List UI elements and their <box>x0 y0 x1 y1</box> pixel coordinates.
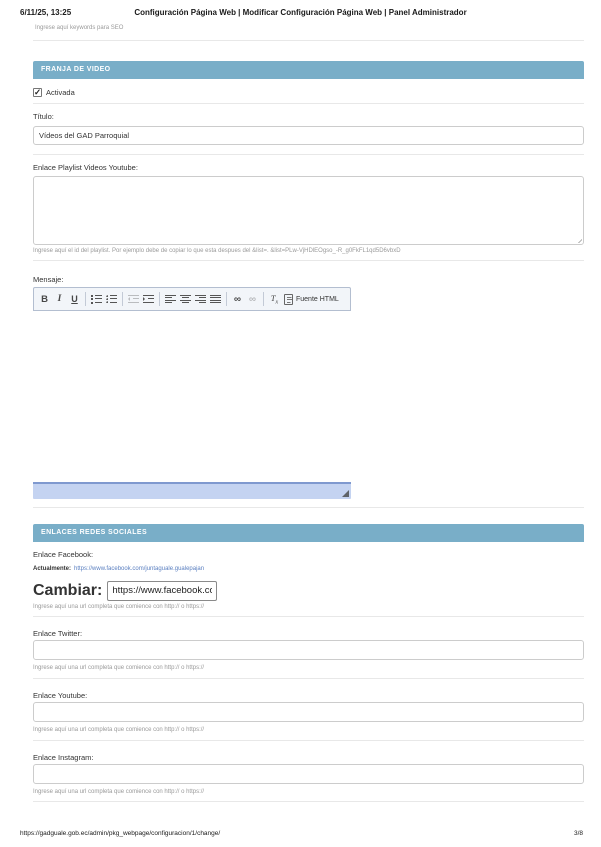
toolbar-separator <box>159 292 160 306</box>
remove-format-icon: $T_x$ <box>270 292 279 306</box>
print-page-number: 3/8 <box>573 830 583 837</box>
print-datetime: 6/11/25, 13:25 <box>20 8 72 17</box>
seo-help-text: Ingrese aquí keywords para SEO <box>35 25 124 31</box>
align-center-icon <box>180 295 191 304</box>
bold-icon: B <box>41 293 48 305</box>
divider <box>33 678 584 679</box>
italic-icon: I <box>57 294 62 304</box>
divider <box>33 154 584 155</box>
playlist-label: Enlace Playlist Videos Youtube: <box>33 163 138 172</box>
print-header <box>0 8 601 19</box>
playlist-help-text: Ingrese aquí el id del playlist. Por ejemplo debe de copiar lo que esta despues del &list=. &list=PLw-VjHDlEOgso_-R_g0FkFL1qd5D6vbxD <box>33 248 401 254</box>
actualmente-label: Actualmente: <box>33 566 72 572</box>
source-icon <box>284 294 293 305</box>
justify-icon <box>210 295 221 304</box>
divider <box>33 616 584 617</box>
instagram-label: Enlace Instagram: <box>33 753 94 762</box>
divider <box>33 103 584 104</box>
titulo-label: Título: <box>33 112 54 121</box>
remove-format-button[interactable] <box>267 290 282 308</box>
link-button[interactable] <box>230 290 245 308</box>
activada-field <box>33 87 584 97</box>
instagram-input[interactable] <box>33 764 584 784</box>
outdent-icon <box>128 295 139 304</box>
mensaje-label: Mensaje: <box>33 275 64 284</box>
align-left-button[interactable] <box>163 290 178 308</box>
source-button[interactable] <box>282 290 341 308</box>
youtube-input[interactable] <box>33 702 584 722</box>
editor-bottom-bar <box>33 482 351 499</box>
underline-icon: U <box>71 294 78 304</box>
facebook-label: Enlace Facebook: <box>33 550 94 559</box>
italic-button[interactable] <box>52 290 67 308</box>
print-footer-url: https://gadguale.gob.ec/admin/pkg_webpage/configuracion/1/change/ <box>20 830 221 837</box>
playlist-textarea[interactable] <box>33 176 584 245</box>
bullet-list-button[interactable] <box>104 290 119 308</box>
twitter-input[interactable] <box>33 640 584 660</box>
source-button-label: Fuente HTML <box>296 295 339 303</box>
align-center-button[interactable] <box>178 290 193 308</box>
link-icon: ∞ <box>233 293 242 305</box>
twitter-help-text: Ingrese aquí una url completa que comience con http:// o https:// <box>33 665 205 671</box>
bold-button[interactable] <box>37 290 52 308</box>
facebook-help-text: Ingrese aquí una url completa que comience con http:// o https:// <box>33 604 205 610</box>
toolbar-separator <box>85 292 86 306</box>
richtext-editor <box>33 287 351 499</box>
section-header-franja-de-video: FRANJA DE VIDEO <box>33 61 584 79</box>
toolbar-separator <box>263 292 264 306</box>
activada-label: Activada <box>46 87 75 97</box>
unlink-icon: ∞ <box>248 293 257 305</box>
bullet-list-icon <box>106 295 117 304</box>
toolbar-separator <box>122 292 123 306</box>
divider <box>33 740 584 741</box>
activada-checkbox[interactable] <box>33 88 42 97</box>
align-right-button[interactable] <box>193 290 208 308</box>
indent-icon <box>143 295 154 304</box>
indent-button[interactable] <box>141 290 156 308</box>
youtube-label: Enlace Youtube: <box>33 691 88 700</box>
ordered-list-icon <box>91 295 102 304</box>
instagram-help-text: Ingrese aquí una url completa que comience con http:// o https:// <box>33 789 205 795</box>
justify-button[interactable] <box>208 290 223 308</box>
divider <box>33 801 584 802</box>
toolbar-separator <box>226 292 227 306</box>
editor-toolbar <box>33 287 351 311</box>
outdent-button <box>126 290 141 308</box>
facebook-change-row <box>33 580 584 601</box>
cambiar-label: Cambiar: <box>33 581 103 599</box>
align-right-icon <box>195 295 206 304</box>
section-header-enlaces-redes-sociales: ENLACES REDES SOCIALES <box>33 524 584 542</box>
textarea-resize-handle[interactable] <box>575 236 582 243</box>
twitter-label: Enlace Twitter: <box>33 629 83 638</box>
editor-resize-handle[interactable] <box>342 490 349 497</box>
print-footer <box>0 830 601 840</box>
titulo-input[interactable] <box>33 126 584 145</box>
align-left-icon <box>165 295 176 304</box>
ordered-list-button[interactable] <box>89 290 104 308</box>
divider <box>33 40 584 41</box>
page-title: Configuración Página Web | Modificar Configuración Página Web | Panel Administrador <box>134 8 467 17</box>
underline-button[interactable] <box>67 290 82 308</box>
divider <box>33 260 584 261</box>
editor-content-area[interactable] <box>33 311 351 482</box>
facebook-input[interactable] <box>107 581 217 601</box>
youtube-help-text: Ingrese aquí una url completa que comience con http:// o https:// <box>33 727 205 733</box>
facebook-current-row <box>33 566 584 574</box>
divider <box>33 507 584 508</box>
unlink-button <box>245 290 260 308</box>
facebook-current-link[interactable]: https://www.facebook.com/juntaguale.gualepajan <box>74 566 205 572</box>
